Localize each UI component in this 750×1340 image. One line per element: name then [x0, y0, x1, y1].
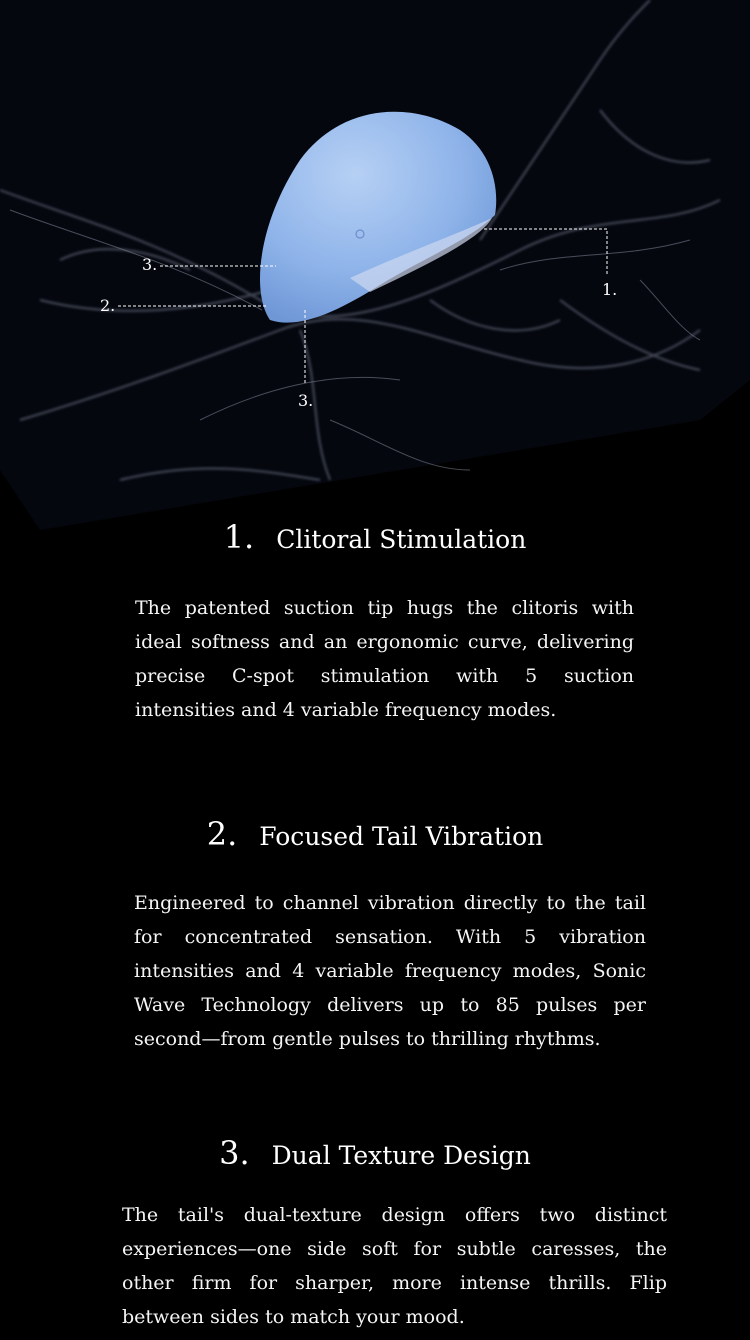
feature-number: 1.	[223, 518, 255, 556]
callout-two: 2.	[100, 296, 116, 315]
feature-heading-2	[0, 815, 750, 853]
feature-section-1	[0, 518, 750, 556]
hero-product-image	[0, 0, 750, 530]
feature-number: 2.	[206, 815, 238, 853]
feature-body-3: The tail's dual-texture design offers two distinct experiences—one side soft for subtle caresses, the other firm for sharper, more intense thrills. Flip between sides to match your mood.	[122, 1204, 667, 1328]
callout-three-left: 3.	[142, 255, 158, 274]
callout-one: 1.	[602, 280, 618, 299]
product-illustration	[0, 0, 750, 530]
feature-number: 3.	[219, 1134, 250, 1172]
feature-title: Clitoral Stimulation	[276, 525, 527, 554]
feature-section-3	[0, 1134, 750, 1172]
feature-body-1: The patented suction tip hugs the clitoris with ideal softness and an ergonomic curve, delivering precise C-spot stimulation with 5 suction intensities and 4 variable frequency modes.	[135, 597, 634, 721]
feature-section-2	[0, 815, 750, 853]
feature-body-2: Engineered to channel vibration directly to the tail for concentrated sensation. With 5 vibration intensities and 4 variable frequency modes, Sonic Wave Technology delivers up to 85 pulses per second—from gentle pulses to thrilling rhythms.	[134, 892, 646, 1050]
feature-title: Dual Texture Design	[271, 1141, 531, 1170]
callout-three-bottom: 3.	[298, 391, 314, 410]
feature-title: Focused Tail Vibration	[259, 822, 544, 851]
feature-heading-1	[0, 518, 750, 556]
feature-heading-3	[0, 1134, 750, 1172]
